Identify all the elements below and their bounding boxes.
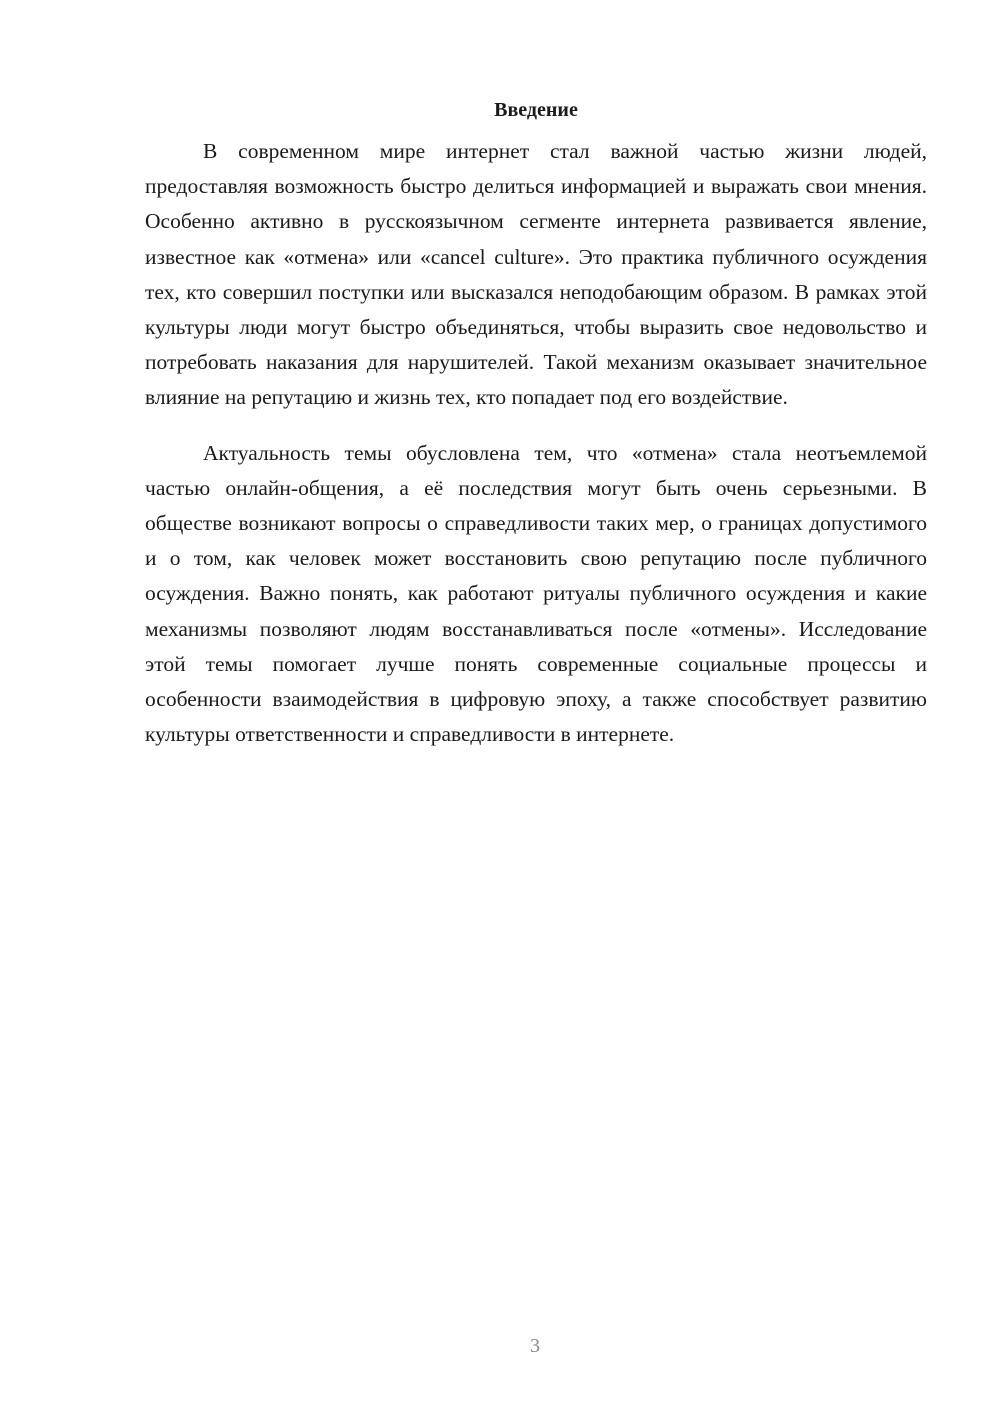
page-number: 3 (530, 1335, 540, 1357)
page-content (145, 96, 927, 752)
paragraph-introduction: В современном мире интернет стал важной частью жизни людей, предоставляя возможность быстро делиться информацией и выражать свои мнения. Особенно активно в русскоязычном сегменте интернета развивается явление, известное как «отмена» или «cancel culture». Это практика публичного осуждения тех, кто совершил поступки или высказался неподобающим образом. В рамках этой культуры люди могут быстро объединяться, чтобы выразить свое недовольство и потребовать наказания для нарушителей. Такой механизм оказывает значительное влияние на репутацию и жизнь тех, кто попадает под его воздействие. (145, 139, 927, 410)
paragraph-relevance: Актуальность темы обусловлена тем, что «отмена» стала неотъемлемой частью онлайн-общения, а её последствия могут быть очень серьезными. В обществе возникают вопросы о справедливости таких мер, о границах допустимого и о том, как человек может восстановить свою репутацию после публичного осуждения. Важно понять, как работают ритуалы публичного осуждения и какие механизмы позволяют людям восстанавливаться после «отмены». Исследование этой темы помогает лучше понять современные социальные процессы и особенности взаимодействия в цифровую эпоху, а также способствует развитию культуры ответственности и справедливости в интернете. (145, 440, 927, 747)
section-title: Введение (494, 99, 578, 121)
